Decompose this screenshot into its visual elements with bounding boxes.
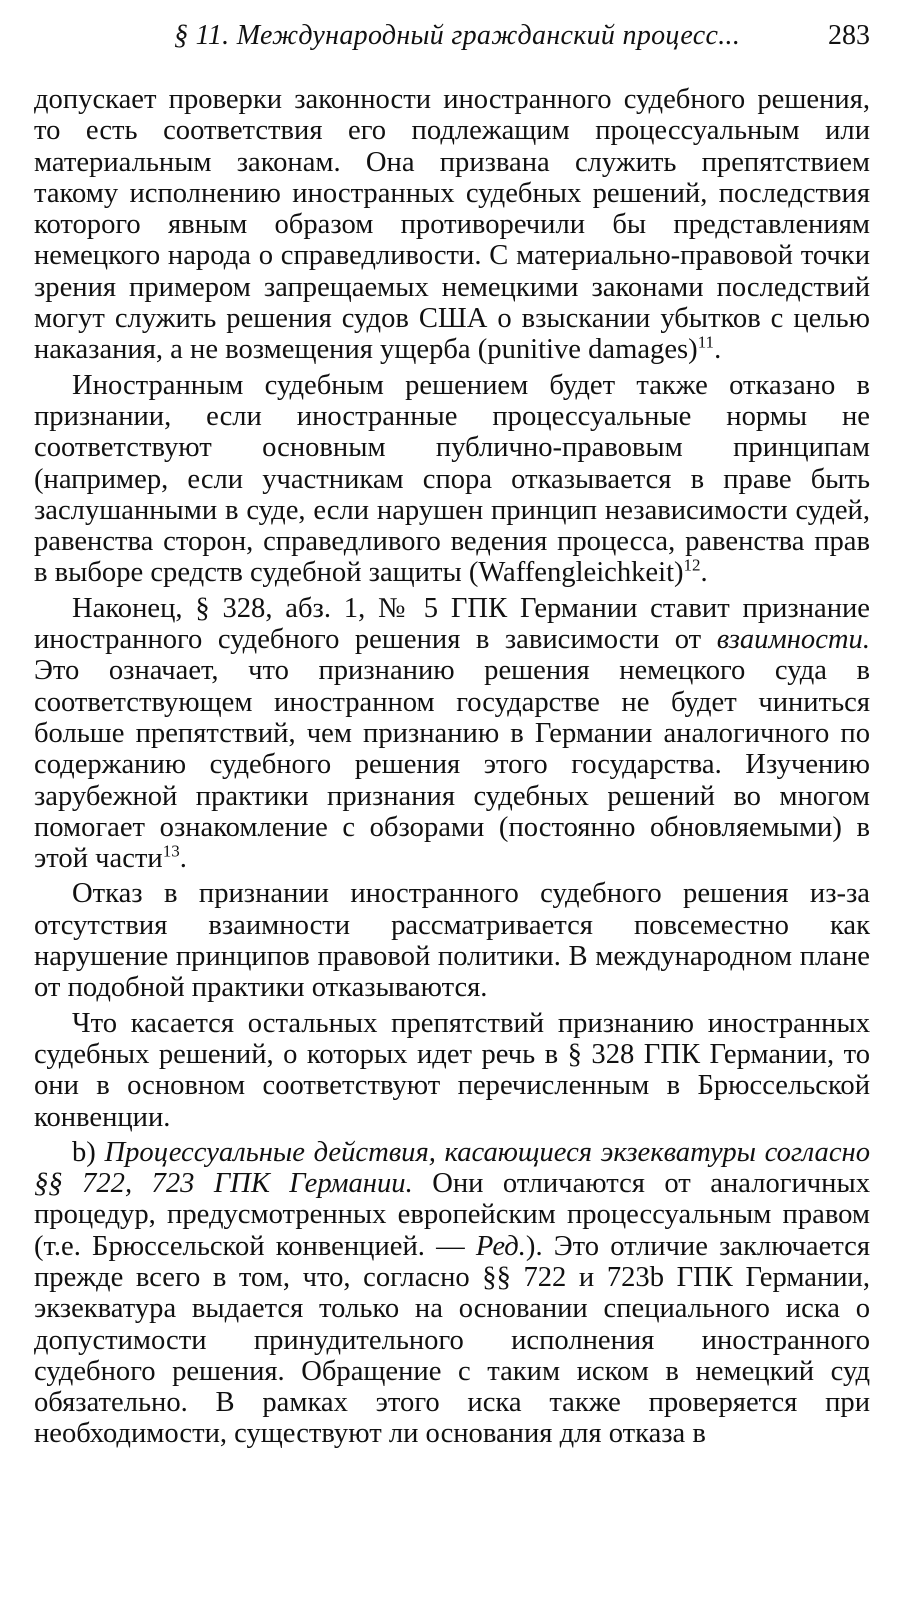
paragraph-3-emphasis: взаимности. [716,624,870,656]
paragraph-1-tail: . [714,334,722,366]
paragraph-4-text: Отказ в признании иностранного судебного решения из-за отсутствия взаимности рассматривается повсеместно как нарушение принципов правовой политики. В международном плане от подобной практики отказываются. [34,878,870,1004]
paragraph-6 [34,1137,870,1450]
paragraph-5 [34,1008,870,1133]
paragraph-6-text-b: ). Это отличие заключается прежде всего в том, что, согласно §§ 722 и 723b ГПК Германии, экзекватура выдается только на основании специального иска о допустимости принудительного исполнения иностранного судебного решения. Обращение с таким иском в немецкий суд обязательно. В рамках этого иска также проверяется при необходимости, существуют ли основания для отказа в [34,1230,870,1450]
footnote-ref-13: 13 [162,841,180,861]
paragraph-3-text: Это означает, что признанию решения немецкого суда в соответствующем иностранном государстве не будет чиниться больше препятствий, чем признанию в Германии аналогичного по содержанию судебного решения этого государства. Изучению зарубежной практики признания судебных решений во многом помогает ознакомление с обзорами (постоянно обновляемыми) в этой части [34,655,870,875]
paragraph-6-heading: Процессуальные действия, касающиеся экзекватуры согласно §§ 722, 723 ГПК Германии. [34,1136,871,1200]
paragraph-6-editor-note: Ред. [475,1230,526,1262]
paragraph-3 [34,593,870,875]
paragraph-4 [34,878,870,1003]
running-title: § 11. Международный гражданский процесс... [174,20,741,51]
paragraph-1-text: допускает проверки законности иностранного судебного решения, то есть соответствия его подлежащим процессуальным или материальным законам. Она призвана служить препятствием такому исполнению иностранных судебных решений, последствия которого явным образом противоречили бы представлениям немецкого народа о справедливости. С материально-правовой точки зрения примером запрещаемых немецкими законами последствий могут служить решения судов США о взыскании убытков с целью наказания, а не возмещения ущерба (punitive damages) [34,84,870,366]
paragraph-6-marker: b) [72,1136,105,1168]
footnote-ref-11: 11 [697,332,715,352]
body-text [34,84,870,1450]
paragraph-2-tail: . [700,557,708,589]
paragraph-6-text-a: Они отличаются от аналогичных процедур, предусмотренных европейским процессуальным правом (т.е. Брюссельской конвенцией. — [34,1168,870,1262]
page-number: 283 [828,20,870,51]
book-page [34,18,870,1578]
footnote-ref-12: 12 [683,555,701,575]
paragraph-1 [34,84,870,366]
running-header [34,18,870,62]
paragraph-2 [34,370,870,589]
paragraph-2-text: Иностранным судебным решением будет также отказано в признании, если иностранные процессуальные нормы не соответствуют основным публично-правовым принципам (например, если участникам спора отказывается в праве быть заслушанными в суде, если нарушен принцип независимости судей, равенства сторон, справедливого ведения процесса, равенства прав в выборе средств судебной защиты (Waffengleichkeit) [34,369,870,589]
paragraph-3-tail: . [179,843,187,875]
paragraph-3-lead: Наконец, § 328, абз. 1, № 5 ГПК Германии ставит признание иностранного судебного решения в зависимости от [34,592,870,656]
paragraph-5-text: Что касается остальных препятствий признанию иностранных судебных решений, о которых идет речь в § 328 ГПК Германии, то они в основном соответствуют перечисленным в Брюссельской конвенции. [34,1007,870,1133]
